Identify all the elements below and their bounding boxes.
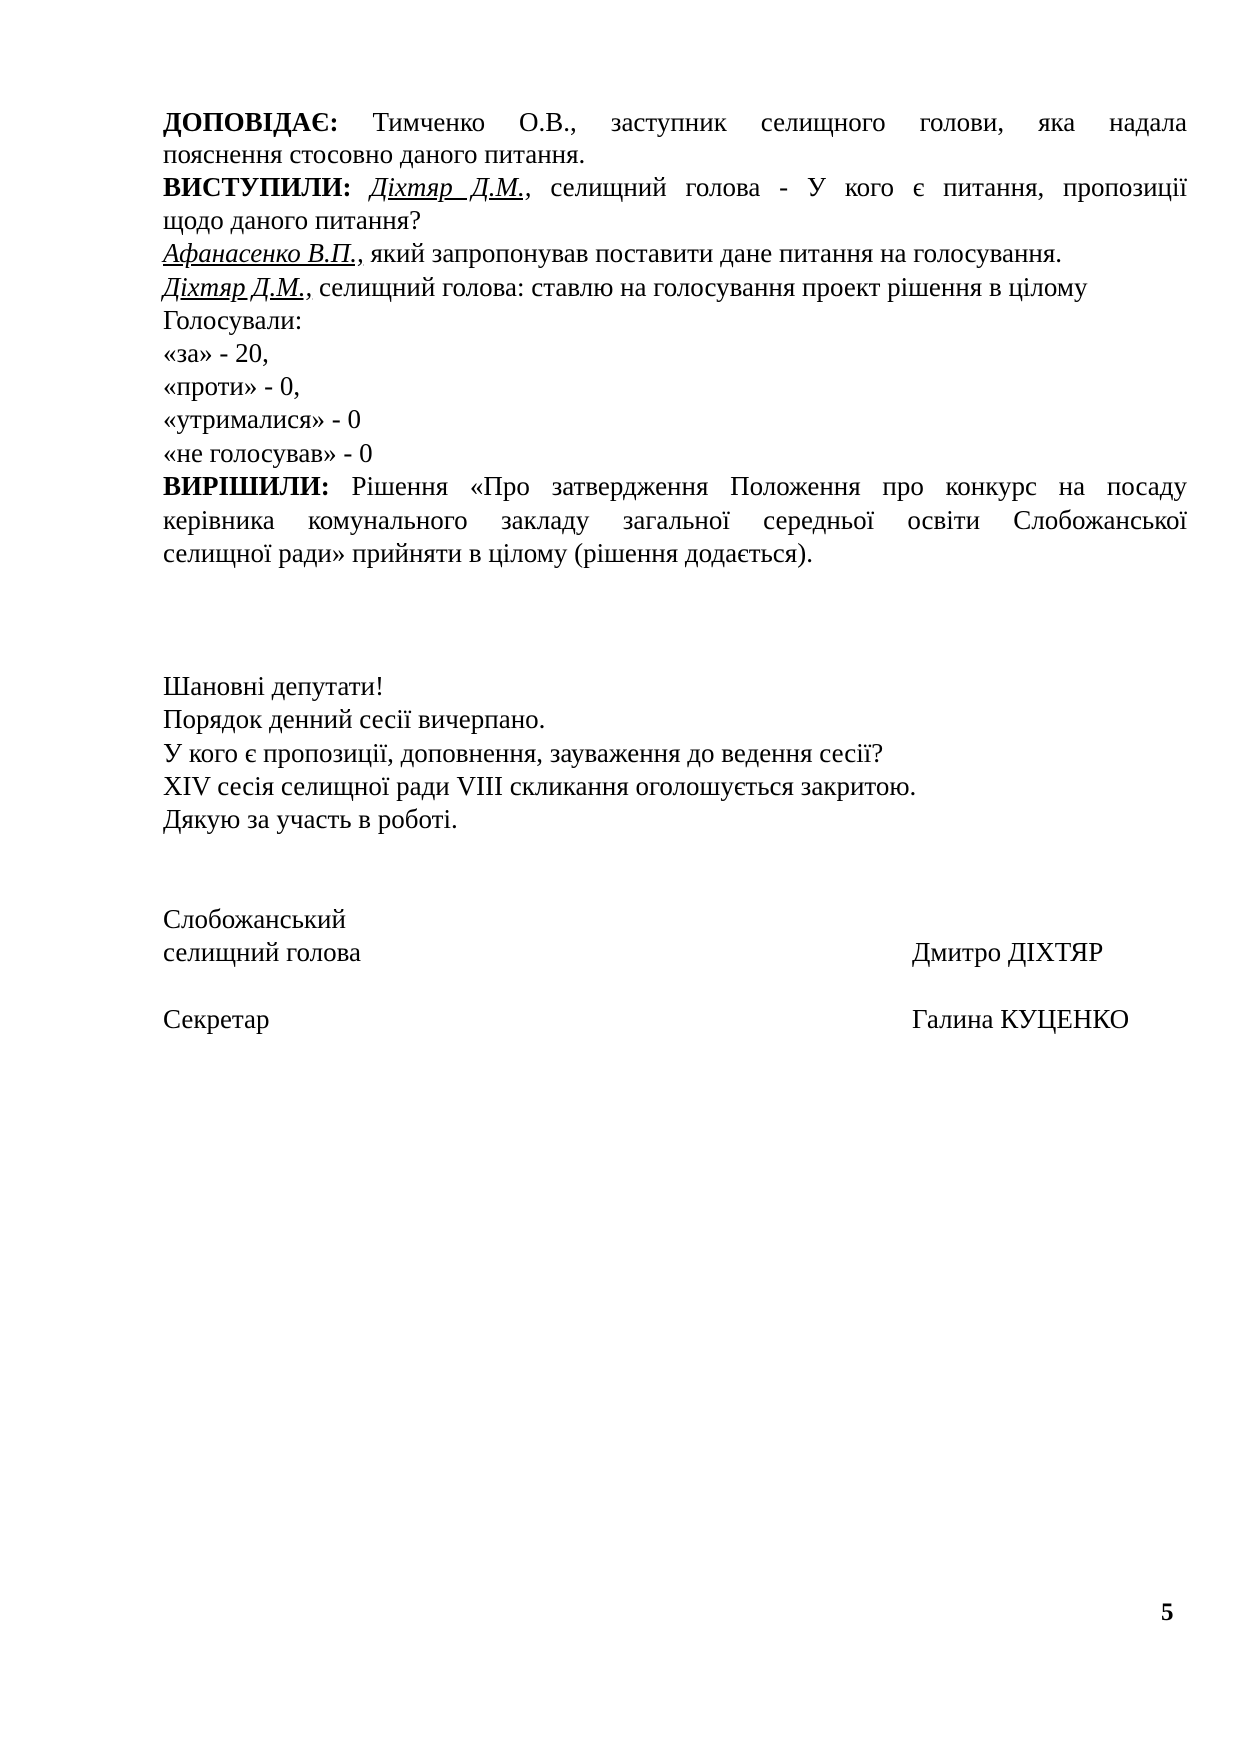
report-paragraph-line-1 [163, 106, 1187, 138]
vote-against: «проти» - 0, [163, 371, 301, 401]
head-title-line-2: селищний голова [163, 937, 362, 967]
speakers-paragraph-line-1 [163, 171, 1187, 203]
closing-line: Дякую за участь в роботі. [163, 804, 458, 834]
speaker-name: Діхтяр Д.М., [370, 172, 532, 202]
speaker-name: Діхтяр Д.М., [163, 272, 313, 302]
report-paragraph-line-2: пояснення стосовно даного питання. [163, 139, 586, 169]
head-name: Дмитро ДІХТЯР [912, 937, 1104, 967]
speaker-name: Афанасенко В.П., [163, 238, 364, 268]
speaker-text: селищний голова - У кого є питання, пропозиції [550, 172, 1188, 202]
report-label: ДОПОВІДАЄ: [163, 107, 339, 137]
vote-for: «за» - 20, [163, 338, 269, 368]
speaker-text: селищний голова: ставлю на голосування проект рішення в цілому [318, 272, 1088, 302]
vote-not-voted: «не голосував» - 0 [163, 438, 373, 468]
decision-paragraph-line-1 [163, 470, 1187, 502]
head-title-line-1: Слобожанський [163, 904, 346, 934]
closing-line: XIV сесія селищної ради VIII скликання оголошується закритою. [163, 771, 917, 801]
decision-text: Рішення «Про затвердження Положення про конкурс на посаду [351, 471, 1187, 501]
secretary-name: Галина КУЦЕНКО [912, 1004, 1130, 1034]
decision-paragraph-line-2: керівника комунального закладу загальної середньої освіти Слобожанської [163, 505, 1187, 535]
closing-line: Шановні депутати! [163, 671, 384, 701]
report-text: Тимченко О.В., заступник селищного голови, яка надала [372, 107, 1187, 137]
vote-heading: Голосували: [163, 305, 303, 335]
closing-line: Порядок денний сесії вичерпано. [163, 704, 546, 734]
speaker-2-line [163, 237, 1062, 269]
speakers-label: ВИСТУПИЛИ: [163, 172, 352, 202]
decision-label: ВИРІШИЛИ: [163, 471, 330, 501]
vote-abstained: «утрималися» - 0 [163, 404, 362, 434]
speaker-text: який запропонував поставити дане питання на голосування. [370, 238, 1063, 268]
page-number: 5 [1161, 1599, 1174, 1626]
closing-line: У кого є пропозиції, доповнення, зауваження до ведення сесії? [163, 738, 884, 768]
decision-paragraph-line-3: селищної ради» прийняти в цілому (рішення додається). [163, 538, 813, 568]
speaker-3-line [163, 271, 1087, 303]
speakers-paragraph-line-2: щодо даного питання? [163, 205, 422, 235]
secretary-title: Секретар [163, 1004, 270, 1034]
